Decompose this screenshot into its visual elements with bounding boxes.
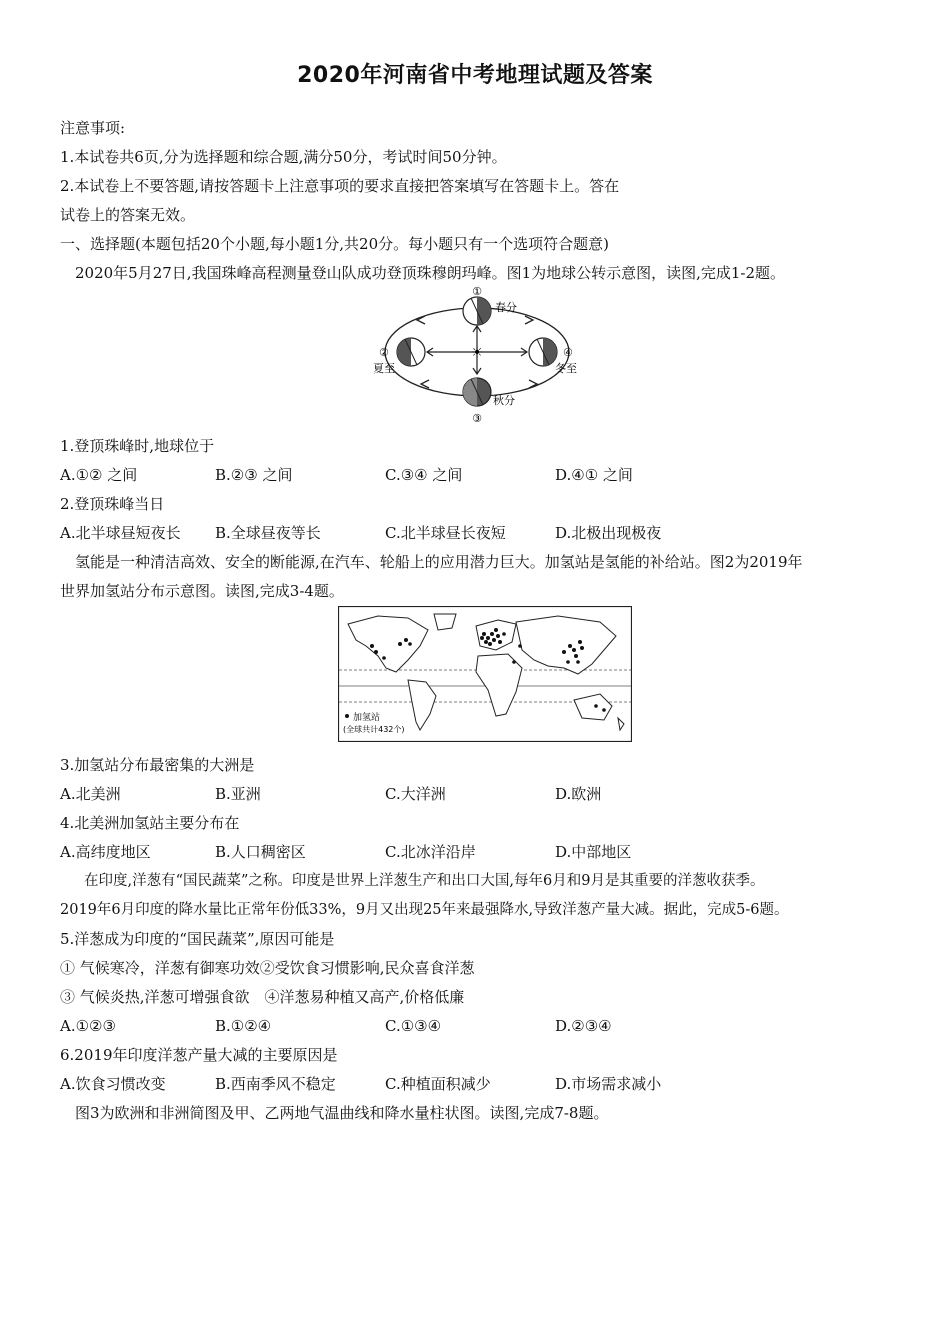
q5-options: [60, 1016, 900, 1036]
q1-option-c: C.③④ 之间: [385, 466, 463, 484]
earth-4-icon: [529, 338, 557, 366]
q5-option-d: D.②③④: [555, 1017, 612, 1035]
label-p3-term: 秋分: [493, 394, 515, 407]
figure-2-world-map: [338, 606, 632, 742]
earth-2-icon: [397, 338, 425, 366]
q2-option-a: A.北半球昼短夜长: [60, 524, 181, 542]
q5-option-a: A.①②③: [60, 1017, 116, 1035]
legend-dot-icon: [345, 714, 349, 718]
q4-option-c: C.北冰洋沿岸: [385, 843, 476, 861]
q5-option-c: C.①③④: [385, 1017, 442, 1035]
q4-stem: 4.北美洲加氢站主要分布在: [60, 814, 240, 832]
label-p4-term: 冬至: [555, 362, 577, 375]
q4-option-a: A.高纬度地区: [60, 843, 151, 861]
q1-option-a: A.①② 之间: [60, 466, 138, 484]
q3-option-d: D.欧洲: [555, 785, 602, 803]
q5-option-b: B.①②④: [215, 1017, 272, 1035]
q2-stem: 2.登顶珠峰当日: [60, 495, 165, 513]
figure-1-earth-orbit: [365, 286, 585, 426]
q6-options: [60, 1074, 900, 1094]
q2-option-c: C.北半球昼长夜短: [385, 524, 506, 542]
earth-3-icon: [463, 378, 491, 406]
passage-2: 氢能是一种清洁高效、安全的断能源,在汽车、轮船上的应用潜力巨大。加氢站是氢能的补给站。图2为2019年: [75, 553, 803, 571]
q4-option-d: D.中部地区: [555, 843, 632, 861]
q2-option-d: D.北极出现极夜: [555, 524, 662, 542]
passage-3: 在印度,洋葱有“国民蔬菜”之称。印度是世界上洋葱生产和出口大国,每年6月和9月是其重要的洋葱收获季。: [84, 873, 765, 889]
q6-option-d: D.市场需求减小: [555, 1075, 662, 1093]
q3-stem: 3.加氢站分布最密集的大洲是: [60, 756, 255, 774]
legend-note: (全球共计432个): [343, 725, 405, 734]
page-title: 2020年河南省中考地理试题及答案: [297, 63, 653, 88]
q1-option-d: D.④① 之间: [555, 466, 633, 484]
q3-option-c: C.大洋洲: [385, 785, 446, 803]
label-p4: ④: [563, 346, 573, 359]
q1-options: [60, 465, 900, 485]
q4-option-b: B.人口稠密区: [215, 843, 306, 861]
q1-stem: 1.登顶珠峰时,地球位于: [60, 437, 215, 455]
notice-item-1: 1.本试卷共6页,分为选择题和综合题,满分50分，考试时间50分钟。: [60, 148, 507, 166]
q6-option-c: C.种植面积减少: [385, 1075, 491, 1093]
passage-4: 图3为欧洲和非洲简图及甲、乙两地气温曲线和降水量柱状图。读图,完成7-8题。: [75, 1104, 609, 1122]
passage-2-cont: 世界加氢站分布示意图。读图,完成3-4题。: [60, 582, 344, 600]
legend-label: 加氢站: [353, 713, 381, 723]
q5-stem: 5.洋葱成为印度的“国民蔬菜”,原因可能是: [60, 930, 335, 948]
label-p2-term: 夏至: [373, 362, 395, 375]
q3-options: [60, 784, 900, 804]
label-p1-term: 春分: [495, 301, 517, 314]
q5-statement-1: ① 气候寒冷，洋葱有御寒功效②受饮食习惯影响,民众喜食洋葱: [60, 959, 475, 977]
earth-1-icon: [463, 297, 491, 325]
q6-stem: 6.2019年印度洋葱产量大减的主要原因是: [60, 1046, 338, 1064]
q3-option-b: B.亚洲: [215, 785, 261, 803]
label-p2: ②: [379, 346, 389, 359]
notice-heading: 注意事项:: [60, 119, 126, 137]
sun-icon: ☀: [470, 345, 484, 361]
q6-option-b: B.西南季风不稳定: [215, 1075, 336, 1093]
label-p3: ③: [472, 412, 482, 425]
q4-options: [60, 842, 900, 862]
passage-3-cont: 2019年6月印度的降水量比正常年份低33%，9月又出现25年来最强降水,导致洋葱产量大减。据此，完成5-6题。: [60, 902, 789, 918]
notice-item-2: 2.本试卷上不要答题,请按答题卡上注意事项的要求直接把答案填写在答题卡上。答在: [60, 177, 620, 195]
q6-option-a: A.饮食习惯改变: [60, 1075, 166, 1093]
q5-statement-2: ③ 气候炎热,洋葱可增强食欲 ④洋葱易种植又高产,价格低廉: [60, 988, 465, 1006]
label-p1: ①: [472, 286, 482, 298]
notice-item-2-cont: 试卷上的答案无效。: [60, 206, 196, 224]
section-heading: 一、选择题(本题包括20个小题,每小题1分,共20分。每小题只有一个选项符合题意): [60, 235, 609, 253]
q3-option-a: A.北美洲: [60, 785, 121, 803]
q1-option-b: B.②③ 之间: [215, 466, 293, 484]
q2-option-b: B.全球昼夜等长: [215, 524, 321, 542]
passage-1: 2020年5月27日,我国珠峰高程测量登山队成功登顶珠穆朗玛峰。图1为地球公转示意图，读图,完成1-2题。: [75, 264, 786, 282]
q2-options: [60, 523, 900, 543]
